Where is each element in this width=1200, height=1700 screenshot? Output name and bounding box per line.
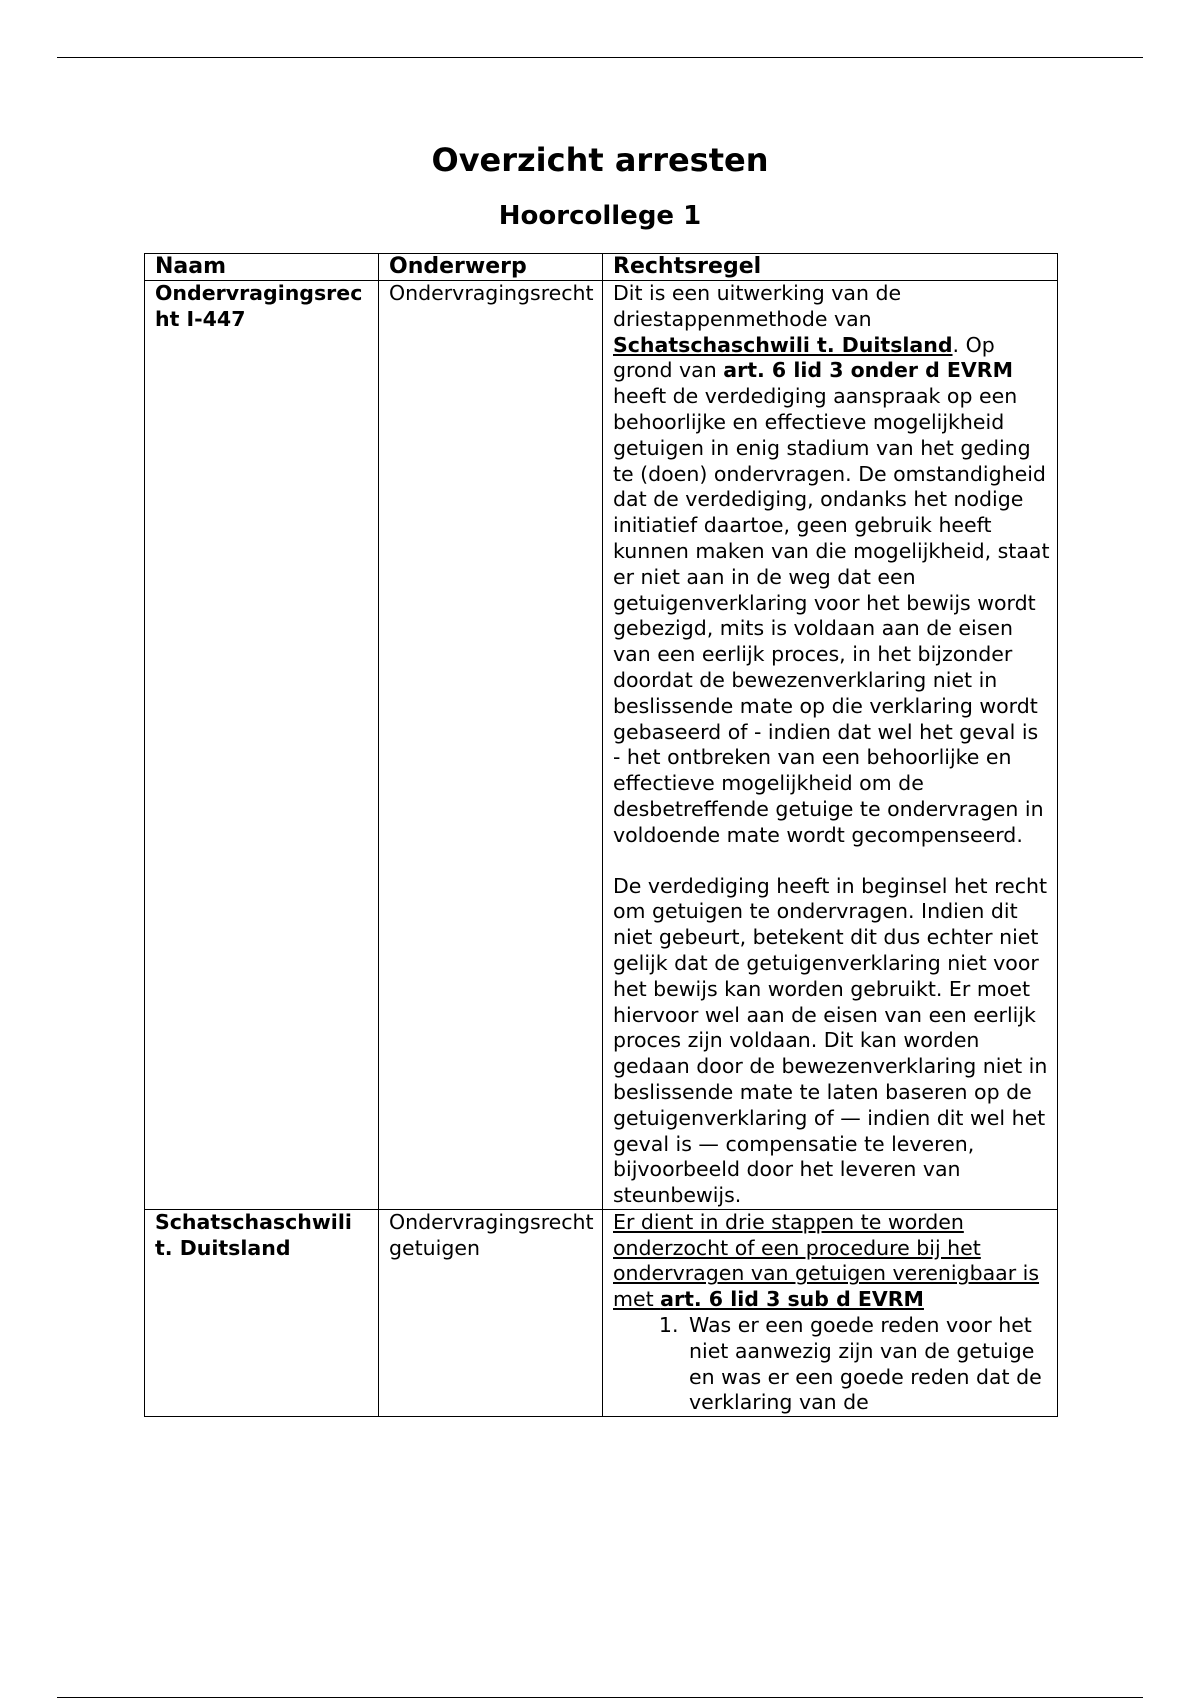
rule-intro bbox=[613, 1210, 1051, 1313]
document-subtitle: Hoorcollege 1 bbox=[498, 201, 702, 231]
article-reference: art. 6 lid 3 sub d EVRM bbox=[660, 1287, 924, 1312]
case-name-cell: Schatschaschwili t. Duitsland bbox=[145, 1209, 379, 1416]
rule-paragraph bbox=[613, 281, 1051, 849]
column-header-naam: Naam bbox=[145, 254, 379, 281]
case-name-cell: Ondervragingsrecht I-447 bbox=[145, 281, 379, 1210]
subject-cell: Ondervragingsrecht bbox=[379, 281, 603, 1210]
case-reference-link[interactable]: Schatschaschwili t. Duitsland bbox=[613, 332, 953, 357]
table-header-row bbox=[145, 254, 1058, 281]
list-item: 1. Was er een goede reden voor het niet aanwezig zijn van de getuige en was er een goede reden dat de verklaring van de bbox=[685, 1313, 1051, 1416]
header-rule bbox=[57, 57, 1143, 58]
table-row bbox=[145, 281, 1058, 1210]
rule-text: Dit is een uitwerking van de driestappenmethode van bbox=[613, 281, 902, 331]
column-header-rechtsregel: Rechtsregel bbox=[603, 254, 1058, 281]
steps-list bbox=[613, 1313, 1051, 1416]
rule-text: heeft de verdediging aanspraak op een behoorlijke en effectieve mogelijkheid getuigen in enig stadium van het geding te (doen) ondervragen. De omstandigheid dat de verdediging, ondanks het nodige initiatief daartoe, geen gebruik heeft kunnen maken van die mogelijkheid, staat er niet aan in de weg dat een getuigenverklaring voor het bewijs wordt gebezigd, mits is voldaan aan de eisen van een eerlijk proces, in het bijzonder doordat de bewezenverklaring niet in beslissende mate op die verklaring wordt gebaseerd of - indien dat wel het geval is - het ontbreken van een behoorlijke en effectieve mogelijkheid om de desbetreffende getuige te ondervragen in voldoende mate wordt gecompenseerd. bbox=[613, 384, 1050, 847]
rule-cell bbox=[603, 281, 1058, 1210]
rule-text: Er dient in drie stappen te worden onderzocht of een procedure bij het ondervragen van getuigen verenigbaar is met bbox=[613, 1209, 1040, 1312]
rule-paragraph-summary: De verdediging heeft in beginsel het recht om getuigen te ondervragen. Indien dit niet gebeurt, betekent dit dus echter niet gelijk dat de getuigenverklaring niet voor het bewijs kan worden gebruikt. Er moet hiervoor wel aan de eisen van een eerlijk proces zijn voldaan. Dit kan worden gedaan door de bewezenverklaring niet in beslissende mate te laten baseren op de getuigenverklaring of — indien dit wel het geval is — compensatie te leveren, bijvoorbeeld door het leveren van steunbewijs. bbox=[613, 873, 1048, 1208]
rule-text: . Op grond van bbox=[613, 332, 995, 383]
table-row bbox=[145, 1209, 1058, 1416]
footer-rule bbox=[57, 1697, 1143, 1698]
arrests-table bbox=[144, 253, 1058, 1417]
article-reference: art. 6 lid 3 onder d EVRM bbox=[723, 358, 1013, 383]
subject-cell: Ondervragingsrecht getuigen bbox=[379, 1209, 603, 1416]
column-header-onderwerp: Onderwerp bbox=[379, 254, 603, 281]
rule-cell bbox=[603, 1209, 1058, 1416]
document-title: Overzicht arresten bbox=[431, 141, 769, 179]
